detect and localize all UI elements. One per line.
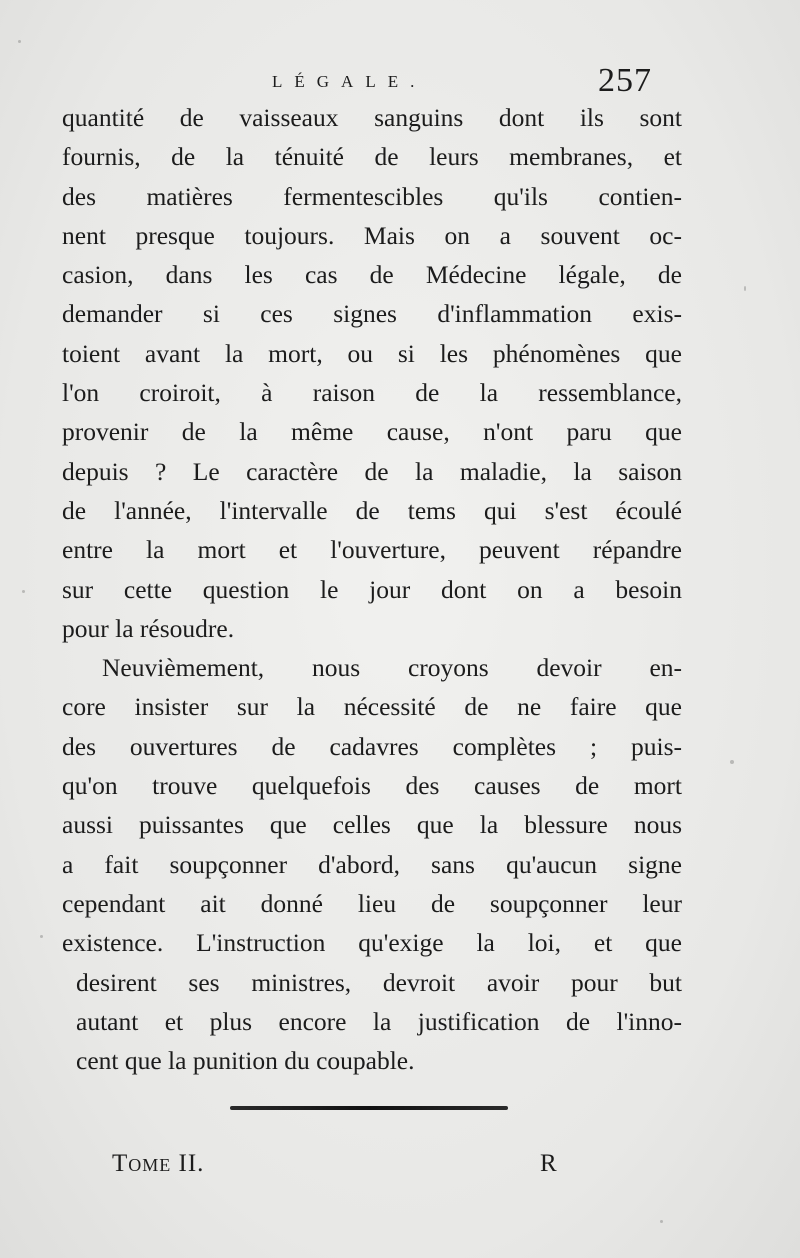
text-line: core insister sur la nécessité de ne faire que [62,692,682,722]
running-title: LÉGALE. [272,72,427,91]
volume-label: Tome II. [112,1150,205,1177]
text-line: quantité de vaisseaux sanguins dont ils sont [62,103,682,132]
page-number: 257 [598,62,652,99]
text-line: entre la mort et l'ouverture, peuvent répandre [62,535,682,565]
text-line: demander si ces signes d'inflammation exis- [62,299,682,329]
text-line: l'on croiroit, à raison de la ressemblance, [62,378,682,408]
paper-speck [730,760,734,764]
text-line: de l'année, l'intervalle de tems qui s'est écoulé [62,495,682,525]
text-line: fournis, de la ténuité de leurs membranes, et [62,142,682,172]
paragraph-end-line: cent que la punition du coupable. [76,1046,415,1076]
text-line: desirent ses ministres, devroit avoir pour but [76,967,682,997]
text-line: des matières fermentescibles qu'ils contien- [62,181,682,211]
signature-mark: R [540,1150,557,1177]
text-line: casion, dans les cas de Médecine légale, de [62,260,682,290]
text-line: existence. L'instruction qu'exige la loi, et que [62,928,682,958]
text-line: provenir de la même cause, n'ont paru que [62,417,682,447]
text-line: a fait soupçonner d'abord, sans qu'aucun signe [62,849,682,879]
paragraph-start-line: Neuvièmement, nous croyons devoir en- [102,653,682,683]
paper-speck [744,286,746,291]
paper-speck [660,1220,663,1223]
paper-speck [22,590,25,593]
paper-speck [40,935,43,938]
text-line: sur cette question le jour dont on a besoin [62,574,682,604]
text-line: depuis ? Le caractère de la maladie, la saison [62,456,682,486]
text-line: toient avant la mort, ou si les phénomènes que [62,338,682,368]
paper-speck [18,40,21,43]
text-line: cependant ait donné lieu de soupçonner leur [62,888,682,918]
text-line: qu'on trouve quelquefois des causes de mort [62,771,682,801]
text-line: aussi puissantes que celles que la blessure nous [62,810,682,840]
text-line: nent presque toujours. Mais on a souvent oc- [62,220,682,250]
body-text [62,98,682,1080]
running-head [0,62,800,102]
text-line: des ouvertures de cadavres complètes ; puis- [62,731,682,761]
text-line: autant et plus encore la justification de l'inno- [76,1006,682,1036]
paragraph-end-line: pour la résoudre. [62,613,235,643]
end-rule [230,1106,508,1110]
footer [0,1150,800,1190]
